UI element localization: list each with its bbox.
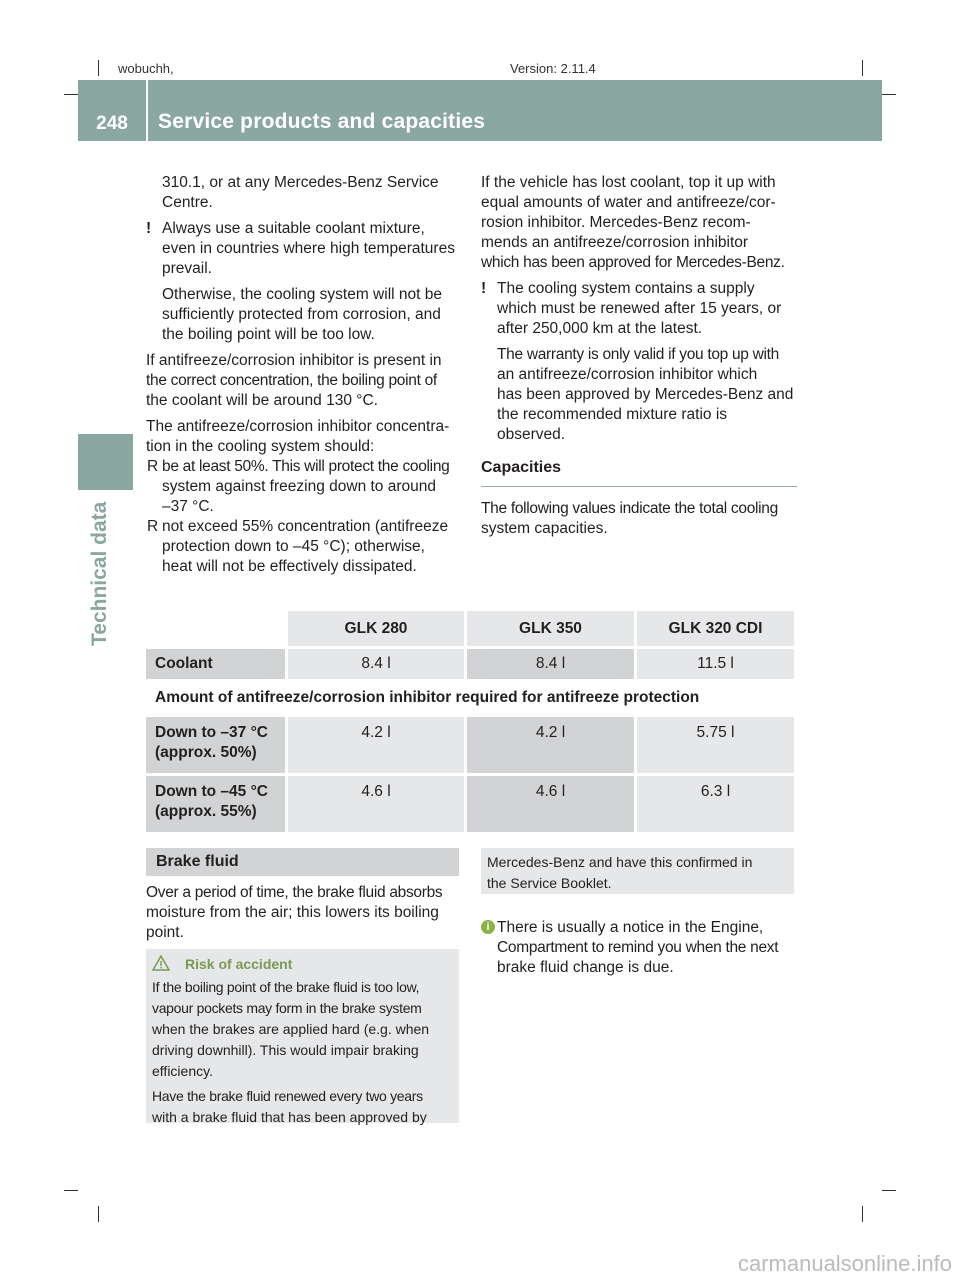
text-line: brake fluid change is due. bbox=[497, 959, 674, 976]
table-cell: 6.3 l bbox=[634, 773, 794, 832]
table-caption-row bbox=[146, 679, 794, 714]
text-line: There is usually a notice in the Engine, bbox=[497, 919, 764, 936]
text-line: If antifreeze/corrosion inhibitor is present in bbox=[146, 352, 442, 369]
text-line: system against freezing down to around bbox=[162, 478, 436, 495]
text-line: has been approved by Mercedes-Benz and bbox=[497, 386, 794, 403]
text-line: rosion inhibitor. Mercedes-Benz recom- bbox=[481, 214, 751, 231]
page-title: Service products and capacities bbox=[158, 110, 486, 133]
crop-mark bbox=[64, 94, 78, 95]
text-line: Centre. bbox=[162, 194, 213, 211]
label-line: (approx. 55%) bbox=[155, 803, 257, 820]
table-row bbox=[146, 646, 794, 679]
table-header-cell: GLK 350 bbox=[464, 611, 634, 646]
text-line: The antifreeze/corrosion inhibitor concentra- bbox=[146, 418, 450, 435]
warning-note bbox=[146, 219, 462, 345]
text-line: Compartment to remind you when the next bbox=[497, 939, 779, 956]
table-header-row bbox=[146, 611, 794, 646]
right-column bbox=[481, 173, 797, 539]
table-cell: 4.6 l bbox=[464, 773, 634, 832]
table-cell: 5.75 l bbox=[634, 714, 794, 773]
exclamation-icon: ! bbox=[146, 220, 152, 237]
text-line: heat will not be effectively dissipated. bbox=[162, 558, 417, 575]
text-line: observed. bbox=[497, 426, 566, 443]
text-line: If the boiling point of the brake fluid is too low, bbox=[152, 979, 420, 995]
crop-mark bbox=[98, 60, 99, 76]
crop-mark bbox=[862, 60, 863, 76]
capacities-table bbox=[146, 611, 794, 832]
text-line: not exceed 55% concentration (antifreeze bbox=[162, 518, 449, 535]
list-item bbox=[146, 517, 462, 577]
table-row-label bbox=[146, 714, 285, 773]
section-tab bbox=[78, 434, 133, 490]
text-line: mends an antifreeze/corrosion inhibitor bbox=[481, 234, 749, 251]
table-header-cell: GLK 320 CDI bbox=[634, 611, 794, 646]
info-note bbox=[481, 918, 797, 978]
table-cell: 4.2 l bbox=[285, 714, 464, 773]
table-header-cell bbox=[146, 611, 285, 646]
warning-triangle-icon bbox=[152, 955, 170, 977]
heading-text: Brake fluid bbox=[156, 853, 239, 870]
text-line: sufficiently protected from corrosion, and bbox=[162, 306, 441, 323]
header-divider bbox=[146, 80, 148, 141]
section-label: Technical data bbox=[88, 501, 111, 646]
text-line: Have the brake fluid renewed every two years bbox=[152, 1088, 423, 1104]
text-line: the Service Booklet. bbox=[487, 875, 612, 891]
text-line: even in countries where high temperatures bbox=[162, 240, 455, 257]
crop-mark bbox=[98, 1206, 99, 1222]
table-cell: 8.4 l bbox=[464, 646, 634, 679]
text-line: tion in the cooling system should: bbox=[146, 438, 375, 455]
crop-mark bbox=[882, 94, 896, 95]
capacities-heading: Capacities bbox=[481, 459, 562, 476]
table-cell: 4.6 l bbox=[285, 773, 464, 832]
text-line: the coolant will be around 130 °C. bbox=[146, 392, 378, 409]
brake-paragraph bbox=[146, 883, 462, 943]
text-line: vapour pockets may form in the brake system bbox=[152, 1000, 422, 1016]
text-line: equal amounts of water and antifreeze/cor- bbox=[481, 194, 776, 211]
text-line: an antifreeze/corrosion inhibitor which bbox=[497, 366, 758, 383]
text-line: efficiency. bbox=[152, 1063, 213, 1079]
text-line: which must be renewed after 15 years, or bbox=[497, 300, 782, 317]
text-line: when the brakes are applied hard (e.g. when bbox=[152, 1021, 430, 1037]
text-line: Over a period of time, the brake fluid absorbs bbox=[146, 884, 443, 901]
watermark: carmanualsonline.info bbox=[737, 1251, 952, 1276]
info-block bbox=[481, 918, 797, 978]
text-line: the recommended mixture ratio is bbox=[497, 406, 728, 423]
table-row-label bbox=[146, 773, 285, 832]
text-line: Always use a suitable coolant mixture, bbox=[162, 220, 425, 237]
table-cell: 8.4 l bbox=[285, 646, 464, 679]
text-line: prevail. bbox=[162, 260, 212, 277]
text-line: be at least 50%. This will protect the cooling bbox=[162, 458, 450, 475]
text-line: driving downhill). This would impair braking bbox=[152, 1042, 419, 1058]
risk-title: Risk of accident bbox=[185, 956, 293, 972]
bullet-icon: R bbox=[147, 518, 159, 535]
text-line: The following values indicate the total cooling bbox=[481, 500, 778, 517]
info-icon: i bbox=[481, 920, 495, 934]
text-line: The warranty is only valid if you top up with bbox=[497, 346, 779, 363]
text-line: Mercedes-Benz and have this confirmed in bbox=[487, 854, 753, 870]
bullet-icon: R bbox=[147, 458, 159, 475]
table-row bbox=[146, 773, 794, 832]
crop-mark bbox=[882, 1190, 896, 1191]
table-caption: Amount of antifreeze/corrosion inhibitor required for antifreeze protection bbox=[146, 679, 794, 714]
warning-note bbox=[481, 279, 797, 445]
text-line: Otherwise, the cooling system will not be bbox=[162, 286, 442, 303]
text-line: –37 °C. bbox=[162, 498, 214, 515]
text-line: the boiling point will be too low. bbox=[162, 326, 375, 343]
crop-mark bbox=[64, 1190, 78, 1191]
text-line: which has been approved for Mercedes-Benz. bbox=[481, 254, 785, 271]
text-line: system capacities. bbox=[481, 520, 608, 537]
text-line: 310.1, or at any Mercedes-Benz Service bbox=[162, 174, 439, 191]
text-line: with a brake fluid that has been approved by bbox=[152, 1109, 427, 1125]
risk-warning-continued bbox=[481, 848, 794, 894]
table-row-label: Coolant bbox=[146, 646, 285, 679]
heading-rule bbox=[481, 486, 797, 487]
print-info-left: wobuchh, bbox=[118, 61, 174, 76]
text-line: protection down to –45 °C); otherwise, bbox=[162, 538, 425, 555]
risk-text bbox=[152, 977, 462, 1128]
label-line: Down to –45 °C bbox=[155, 783, 268, 800]
crop-mark bbox=[862, 1206, 863, 1222]
exclamation-icon: ! bbox=[481, 280, 487, 297]
label-line: (approx. 50%) bbox=[155, 744, 257, 761]
table-header-cell: GLK 280 bbox=[285, 611, 464, 646]
list-item bbox=[146, 457, 462, 517]
table-cell: 11.5 l bbox=[634, 646, 794, 679]
label-line: Down to –37 °C bbox=[155, 724, 268, 741]
text-line: the correct concentration, the boiling point of bbox=[146, 372, 437, 389]
table-row bbox=[146, 714, 794, 773]
page-number: 248 bbox=[96, 113, 128, 134]
text-line: If the vehicle has lost coolant, top it up with bbox=[481, 174, 776, 191]
table-cell: 4.2 l bbox=[464, 714, 634, 773]
text-line: point. bbox=[146, 924, 184, 941]
brake-fluid-heading bbox=[146, 848, 459, 876]
text-line: moisture from the air; this lowers its boiling bbox=[146, 904, 439, 921]
print-info-right: Version: 2.11.4 bbox=[510, 61, 596, 76]
continued-text bbox=[487, 852, 752, 894]
risk-warning-box bbox=[146, 949, 459, 1123]
text-line: after 250,000 km at the latest. bbox=[497, 320, 703, 337]
text-line: The cooling system contains a supply bbox=[497, 280, 755, 297]
left-column bbox=[146, 173, 462, 577]
